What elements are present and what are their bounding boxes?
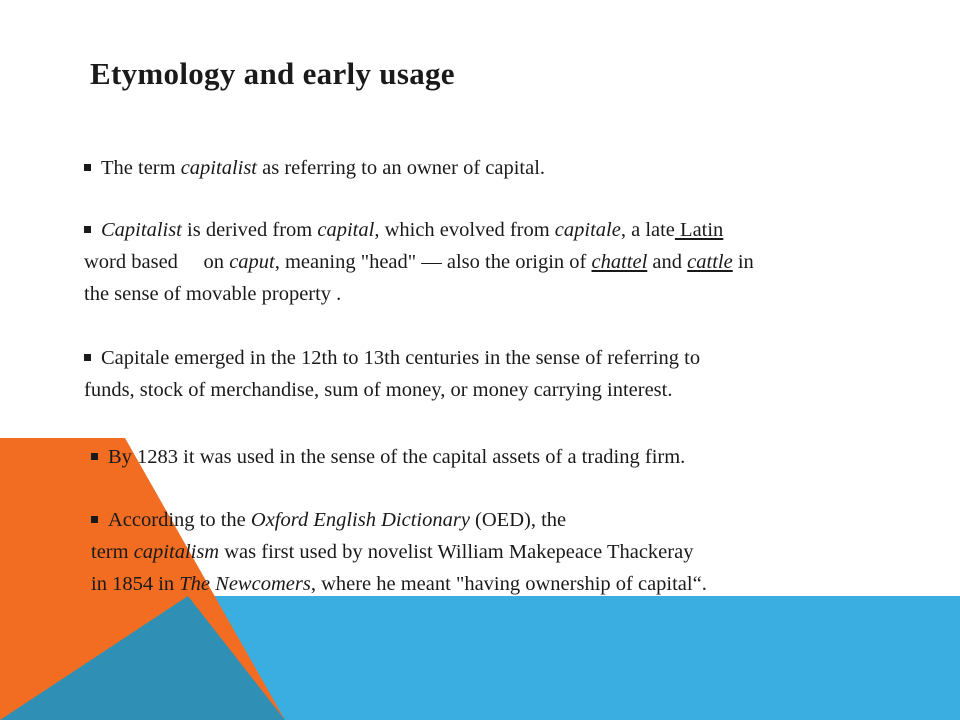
chattel-link[interactable]: chattel <box>591 251 648 273</box>
text-run: , a late <box>620 219 675 241</box>
square-bullet-icon <box>84 164 91 171</box>
text-run: is derived from <box>181 219 318 241</box>
cattle-link[interactable]: cattle <box>687 251 733 273</box>
paragraph-5 <box>91 504 707 600</box>
slide-title: Etymology and early usage <box>90 56 455 91</box>
text-run: as referring to an owner of capital. <box>257 157 546 179</box>
italic-term: Oxford English Dictionary <box>250 509 470 531</box>
paragraph-2-line-2 <box>84 246 754 278</box>
latin-link[interactable]: Latin <box>674 219 724 241</box>
paragraph-3-line-1 <box>84 342 700 374</box>
italic-term: Capitalist <box>101 219 182 241</box>
text-run: in 1854 in <box>91 573 180 595</box>
text-run: in <box>732 251 754 273</box>
paragraph-5-line-3 <box>91 568 707 600</box>
italic-term: capitale <box>554 219 621 241</box>
text-run: , where he meant "having ownership of capital“. <box>310 573 707 595</box>
text-run: was first used by novelist William Makepeace Thackeray <box>219 541 694 563</box>
text-run: and <box>647 251 688 273</box>
text-run: The term <box>101 157 181 179</box>
paragraph-5-line-2 <box>91 536 707 568</box>
italic-term: capital <box>317 219 375 241</box>
text-run: , which evolved from <box>374 219 555 241</box>
square-bullet-icon <box>84 226 91 233</box>
paragraph-1 <box>84 152 545 184</box>
text-run: term <box>91 541 134 563</box>
italic-term: caput <box>229 251 275 273</box>
square-bullet-icon <box>91 453 98 460</box>
italic-term: capitalist <box>180 157 258 179</box>
paragraph-3 <box>84 342 700 406</box>
text-run: Capitale emerged in the 12th to 13th centuries in the sense of referring to <box>101 347 701 369</box>
paragraph-4 <box>91 441 685 473</box>
paragraph-2-line-1 <box>84 214 754 246</box>
text-run: (OED), the <box>469 509 567 531</box>
paragraph-5-line-1 <box>91 504 707 536</box>
text-run: word based on <box>84 251 230 273</box>
text-run: By 1283 it was used in the sense of the capital assets of a trading firm. <box>108 446 686 468</box>
paragraph-2-line-3: the sense of movable property . <box>84 283 342 305</box>
text-run: , meaning "head" — also the origin of <box>274 251 592 273</box>
paragraph-2 <box>84 214 754 310</box>
italic-term: capitalism <box>133 541 220 563</box>
italic-term: The Newcomers <box>179 573 311 595</box>
square-bullet-icon <box>84 354 91 361</box>
square-bullet-icon <box>91 516 98 523</box>
paragraph-3-line-2: funds, stock of merchandise, sum of money, or money carrying interest. <box>84 379 673 401</box>
text-run: According to the <box>108 509 251 531</box>
